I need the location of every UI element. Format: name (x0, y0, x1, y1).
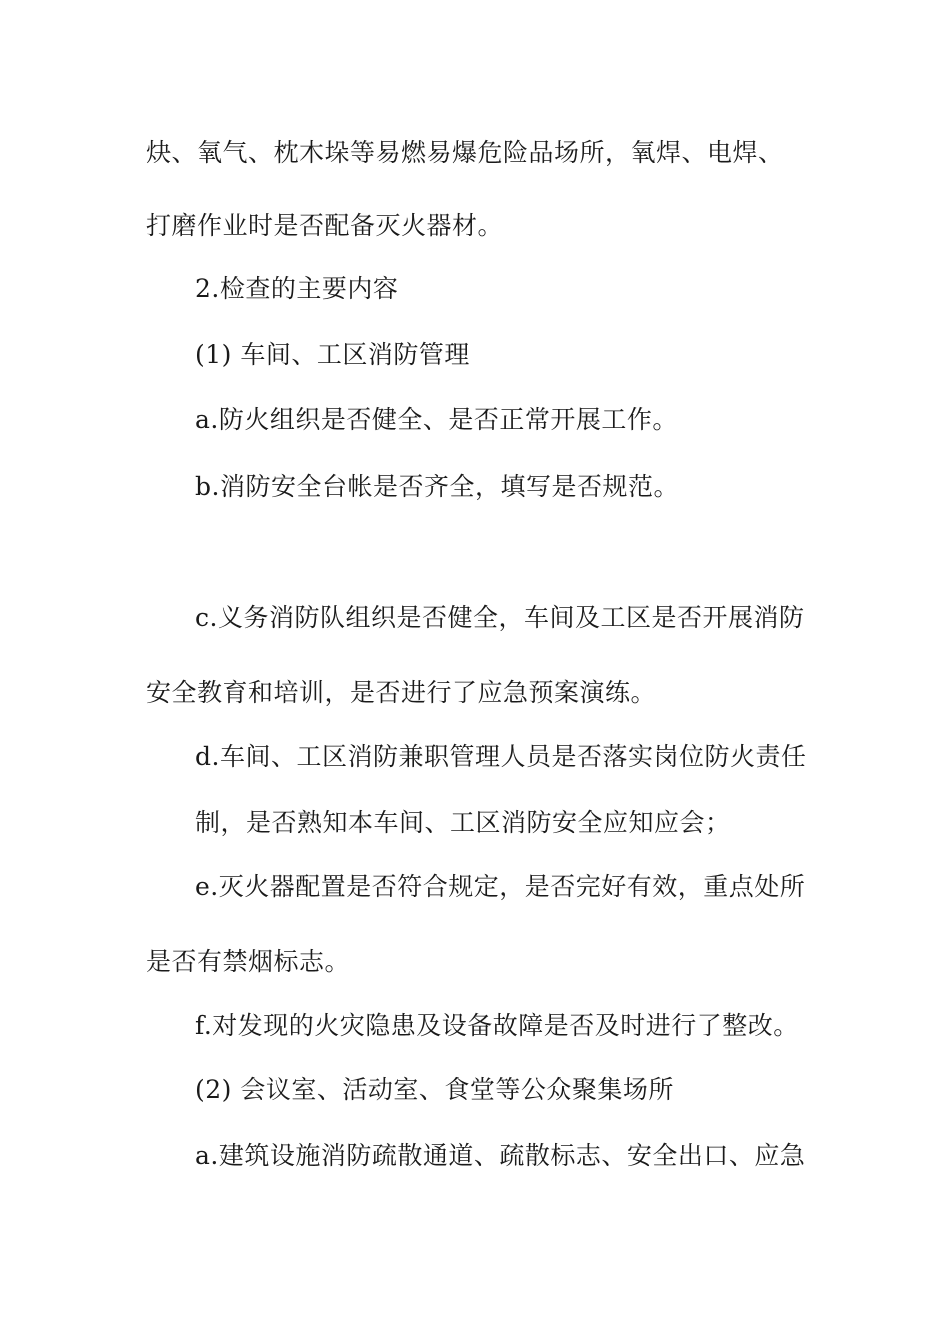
list-item: b.消防安全台帐是否齐全，填写是否规范。 (195, 472, 679, 501)
subsection-heading: (2) 会议室、活动室、食堂等公众聚集场所 (195, 1075, 674, 1104)
list-item: f.对发现的火灾隐患及设备故障是否及时进行了整改。 (195, 1011, 799, 1040)
list-item-continuation: 安全教育和培训，是否进行了应急预案演练。 (146, 678, 657, 707)
list-item: a.建筑设施消防疏散通道、疏散标志、安全出口、应急 (195, 1141, 806, 1170)
list-item-continuation: 是否有禁烟标志。 (146, 947, 351, 976)
paragraph-line-continuation: 打磨作业时是否配备灭火器材。 (146, 211, 504, 240)
list-item: e.灭火器配置是否符合规定，是否完好有效，重点处所 (195, 872, 806, 901)
list-item: c.义务消防队组织是否健全，车间及工区是否开展消防 (195, 603, 805, 632)
section-heading: 2.检查的主要内容 (195, 274, 399, 303)
subsection-heading: (1) 车间、工区消防管理 (195, 340, 470, 369)
list-item: a.防火组织是否健全、是否正常开展工作。 (195, 405, 678, 434)
list-item-continuation: 制，是否熟知本车间、工区消防安全应知应会； (195, 808, 731, 837)
list-item: d.车间、工区消防兼职管理人员是否落实岗位防火责任 (195, 742, 807, 771)
paragraph-line-continuation: 炔、氧气、枕木垛等易燃易爆危险品场所，氧焊、电焊、 (146, 138, 784, 167)
